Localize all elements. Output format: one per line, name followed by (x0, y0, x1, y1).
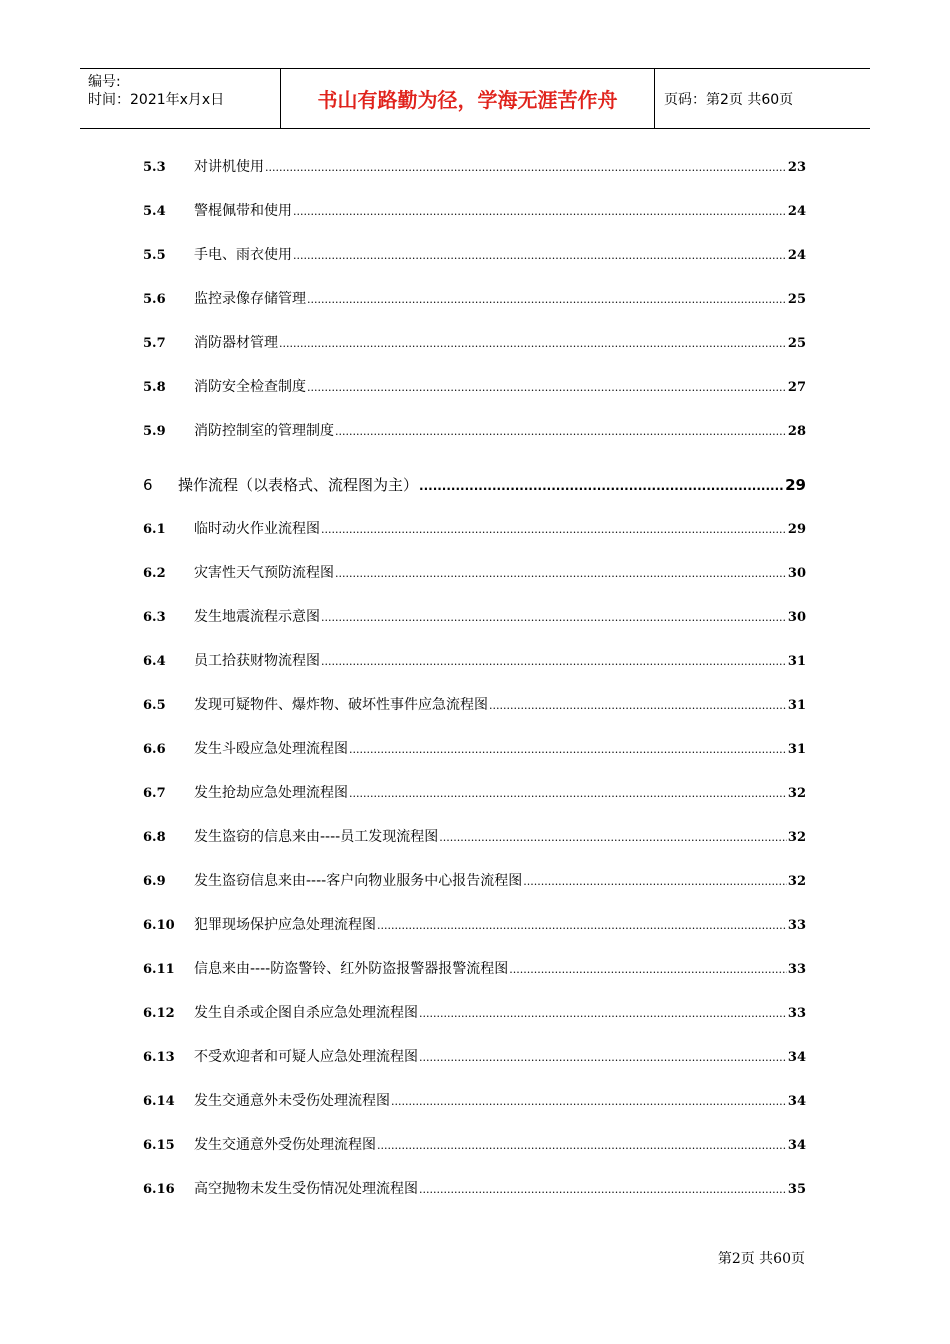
toc-leader-dots (509, 959, 787, 981)
header-page-info: 页码：第2页 共60页 (664, 91, 794, 108)
toc-entry-page: 29 (785, 476, 806, 494)
toc-entry-page: 35 (787, 1182, 806, 1197)
toc-entry-title: 发生抢劫应急处理流程图 (194, 785, 348, 801)
toc-entry-number: 5.9 (143, 424, 166, 439)
toc-entry-number: 5.7 (143, 336, 166, 351)
toc-entry-number: 6.4 (143, 654, 166, 669)
toc-entry-title: 警棍佩带和使用 (194, 203, 292, 219)
toc-entry-page: 34 (787, 1138, 806, 1153)
header-motto: 书山有路勤为径，学海无涯苦作舟 (281, 69, 655, 128)
toc-entry-number: 6.13 (143, 1050, 175, 1065)
toc-leader-dots (293, 245, 787, 267)
toc-entry-number: 6.2 (143, 566, 166, 581)
toc-leader-dots (335, 421, 787, 443)
toc-entry-title: 对讲机使用 (194, 159, 264, 175)
toc-leader-dots (335, 563, 787, 585)
toc-entry-title: 发生交通意外未受伤处理流程图 (194, 1093, 390, 1109)
toc-entry-title: 不受欢迎者和可疑人应急处理流程图 (194, 1049, 418, 1065)
toc-entry-number: 6.16 (143, 1182, 175, 1197)
toc-entry-title: 发生交通意外受伤处理流程图 (194, 1137, 376, 1153)
toc-entry-title: 消防控制室的管理制度 (194, 423, 334, 439)
toc-leader-dots (419, 1003, 787, 1025)
toc-entry[interactable] (143, 200, 806, 222)
toc-entry-page: 25 (787, 336, 806, 351)
toc-entry-page: 28 (787, 424, 806, 439)
toc-entry-number: 6.10 (143, 918, 175, 933)
toc-leader-dots (377, 915, 787, 937)
document-time-label: 时间：2021年x月x日 (88, 92, 225, 108)
toc-entry-number: 6.1 (143, 522, 166, 537)
toc-entry-number: 6.11 (143, 962, 175, 977)
document-number-label: 编号: (88, 74, 121, 90)
toc-leader-dots (489, 695, 787, 717)
toc-entry-page: 34 (787, 1050, 806, 1065)
header-meta-cell (80, 69, 281, 128)
toc-entry[interactable] (143, 1134, 806, 1156)
toc-entry-page: 31 (787, 742, 806, 757)
toc-entry-number: 6.9 (143, 874, 166, 889)
toc-entry-page: 32 (787, 830, 806, 845)
toc-entry-page: 33 (787, 962, 806, 977)
toc-entry-page: 24 (787, 204, 806, 219)
toc-entry-title: 发现可疑物件、爆炸物、破坏性事件应急流程图 (194, 697, 488, 713)
toc-entry[interactable] (143, 1090, 806, 1112)
toc-entry-title: 发生地震流程示意图 (194, 609, 320, 625)
toc-leader-dots (419, 1047, 787, 1069)
toc-entry[interactable] (143, 244, 806, 266)
toc-leader-dots (321, 519, 787, 541)
toc-entry-number: 6 (143, 476, 153, 494)
toc-entry[interactable] (143, 606, 806, 628)
toc-entry-number: 6.12 (143, 1006, 175, 1021)
toc-entry-page: 31 (787, 654, 806, 669)
toc-entry[interactable] (143, 288, 806, 310)
document-header (80, 68, 870, 129)
toc-entry-page: 24 (787, 248, 806, 263)
toc-entry[interactable] (143, 1178, 806, 1200)
toc-entry-title: 临时动火作业流程图 (194, 521, 320, 537)
toc-chapter-entry[interactable] (143, 474, 806, 496)
toc-entry-title: 犯罪现场保护应急处理流程图 (194, 917, 376, 933)
toc-entry-page: 34 (787, 1094, 806, 1109)
toc-entry-title: 高空抛物未发生受伤情况处理流程图 (194, 1181, 418, 1197)
toc-entry-number: 6.7 (143, 786, 166, 801)
page-footer: 第2页 共60页 (717, 1251, 805, 1267)
toc-entry-number: 6.3 (143, 610, 166, 625)
toc-leader-dots (377, 1135, 787, 1157)
toc-entry-page: 27 (787, 380, 806, 395)
toc-leader-dots (321, 651, 787, 673)
toc-leader-dots (265, 157, 787, 179)
toc-entry-title: 消防器材管理 (194, 335, 278, 351)
toc-entry-page: 25 (787, 292, 806, 307)
toc-leader-dots (307, 289, 787, 311)
toc-leader-dots (349, 783, 787, 805)
toc-leader-dots (419, 475, 784, 497)
toc-entry-number: 6.6 (143, 742, 166, 757)
toc-entry-title: 信息来由----防盗警铃、红外防盗报警器报警流程图 (194, 961, 509, 977)
toc-entry-title: 操作流程（以表格式、流程图为主） (178, 476, 419, 494)
toc-entry[interactable] (143, 1002, 806, 1024)
toc-entry-title: 发生斗殴应急处理流程图 (194, 741, 348, 757)
toc-entry[interactable] (143, 650, 806, 672)
toc-entry-number: 5.6 (143, 292, 166, 307)
toc-entry-number: 6.5 (143, 698, 166, 713)
toc-leader-dots (293, 201, 787, 223)
toc-entry[interactable] (143, 156, 806, 178)
toc-entry[interactable] (143, 870, 806, 892)
toc-entry[interactable] (143, 914, 806, 936)
toc-entry[interactable] (143, 376, 806, 398)
toc-entry[interactable] (143, 782, 806, 804)
toc-entry-title: 手电、雨衣使用 (194, 247, 292, 263)
toc-entry-page: 32 (787, 786, 806, 801)
toc-entry-page: 30 (787, 566, 806, 581)
toc-entry-number: 6.15 (143, 1138, 175, 1153)
toc-entry[interactable] (143, 738, 806, 760)
toc-entry-title: 发生盗窃信息来由----客户向物业服务中心报告流程图 (194, 873, 523, 889)
toc-entry-page: 32 (787, 874, 806, 889)
toc-entry-number: 6.14 (143, 1094, 175, 1109)
toc-leader-dots (349, 739, 787, 761)
toc-entry-title: 发生盗窃的信息来由----员工发现流程图 (194, 829, 439, 845)
toc-entry[interactable] (143, 420, 806, 442)
toc-entry-page: 33 (787, 1006, 806, 1021)
toc-entry-title: 灾害性天气预防流程图 (194, 565, 334, 581)
toc-entry-title: 员工拾获财物流程图 (194, 653, 320, 669)
toc-entry[interactable] (143, 332, 806, 354)
toc-entry-number: 5.4 (143, 204, 166, 219)
toc-entry-page: 33 (787, 918, 806, 933)
toc-leader-dots (279, 333, 787, 355)
toc-leader-dots (307, 377, 787, 399)
toc-entry-number: 6.8 (143, 830, 166, 845)
toc-entry[interactable] (143, 562, 806, 584)
toc-entry-number: 5.3 (143, 160, 166, 175)
toc-entry[interactable] (143, 1046, 806, 1068)
toc-entry-page: 29 (787, 522, 806, 537)
toc-entry[interactable] (143, 694, 806, 716)
toc-entry[interactable] (143, 958, 806, 980)
toc-entry[interactable] (143, 826, 806, 848)
toc-leader-dots (321, 607, 787, 629)
toc-leader-dots (523, 871, 787, 893)
toc-entry-number: 5.8 (143, 380, 166, 395)
toc-leader-dots (419, 1179, 787, 1201)
toc-entry-page: 23 (787, 160, 806, 175)
toc-entry-title: 监控录像存储管理 (194, 291, 306, 307)
toc-entry[interactable] (143, 518, 806, 540)
toc-entry-title: 消防安全检查制度 (194, 379, 306, 395)
toc-leader-dots (391, 1091, 787, 1113)
toc-leader-dots (439, 827, 787, 849)
toc-entry-title: 发生自杀或企图自杀应急处理流程图 (194, 1005, 418, 1021)
toc-entry-page: 31 (787, 698, 806, 713)
toc-entry-page: 30 (787, 610, 806, 625)
toc-entry-number: 5.5 (143, 248, 166, 263)
